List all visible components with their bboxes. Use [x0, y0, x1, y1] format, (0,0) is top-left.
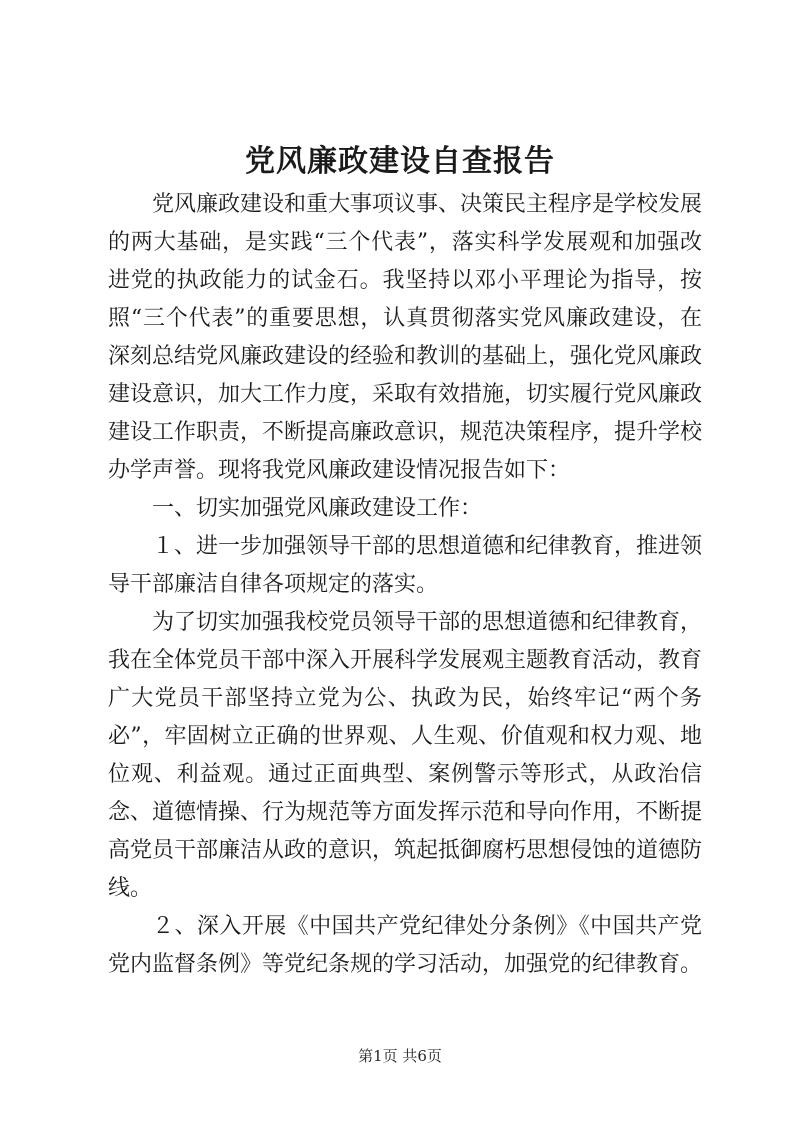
document-title: 党风廉政建设自查报告: [245, 144, 555, 179]
page-footer: 第1页 共6页: [358, 1047, 442, 1065]
paragraph-intro: 党风廉政建设和重大事项议事、决策民主程序是学校发展的两大基础，是实践“三个代表”，落实科学发展观和加强改进党的执政能力的试金石。我坚持以邓小平理论为指导，按照“三个代表”的重要思想，认真贯彻落实党风廉政建设，在深刻总结党风廉政建设的经验和教训的基础上，强化党风廉政建设意识，加大工作力度，采取有效措施，切实履行党风廉政建设工作职责，不断提高廉政意识，规范决策程序，提升学校办学声誉。现将我党风廉政建设情况报告如下：: [108, 192, 703, 483]
document-body: [108, 186, 702, 984]
paragraph-education: 为了切实加强我校党员领导干部的思想道德和纪律教育，我在全体党员干部中深入开展科学发展观主题教育活动，教育广大党员干部坚持立党为公、执政为民，始终牢记“两个务必”，牢固树立正确的世界观、人生观、价值观和权力观、地位观、利益观。通过正面典型、案例警示等形式，从政治信念、道德情操、行为规范等方面发挥示范和导向作用，不断提高党员干部廉洁从政的意识，筑起抵御腐朽思想侵蚀的道德防线。: [108, 610, 703, 901]
subsection-heading-2: ２、深入开展《中国共产党纪律处分条例》《中国共产党党内监督条例》等党纪条规的学习活动，加强党的纪律教育。: [108, 914, 703, 977]
section-heading-1: 一、切实加强党风廉政建设工作：: [152, 496, 483, 521]
subsection-heading-1: １、进一步加强领导干部的思想道德和纪律教育，推进领导干部廉洁自律各项规定的落实。: [108, 534, 703, 597]
